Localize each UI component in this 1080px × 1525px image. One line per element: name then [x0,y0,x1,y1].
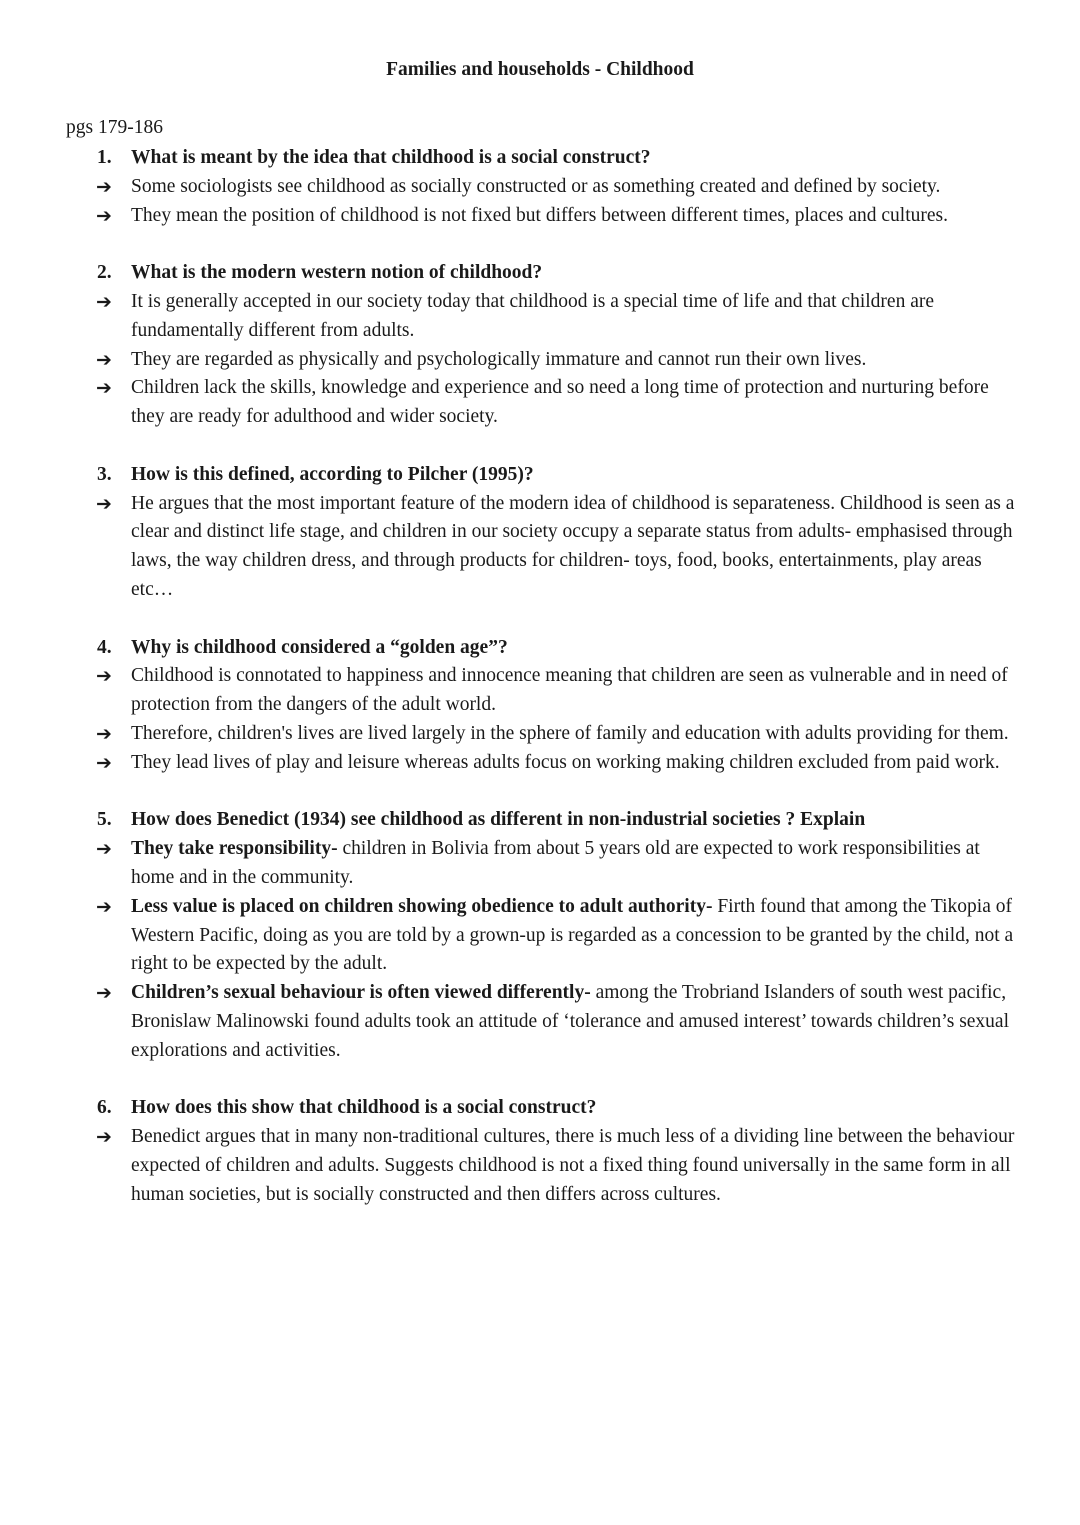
answer-text: It is generally accepted in our society today that childhood is a special time of life and that children are fundamentally different from adults. [131,290,935,341]
question-heading [96,461,1026,490]
question-section [96,806,1026,1065]
question-heading [96,1094,1026,1123]
answer-text: Some sociologists see childhood as socially constructed or as something created and defined by society. [131,175,941,197]
document-title: Families and households - Childhood [386,59,694,80]
question-number: 2. [97,262,112,284]
question-text: What is meant by the idea that childhood is a social construct? [131,147,651,168]
answer-text: They lead lives of play and leisure whereas adults focus on working making children excluded from paid work. [131,751,1000,773]
answer-text: They mean the position of childhood is not fixed but differs between different times, places and cultures. [131,204,948,226]
question-text: How does Benedict (1934) see childhood as different in non-industrial societies ? Explain [131,809,866,831]
question-section [96,144,1026,230]
answer-text: Childhood is connotated to happiness and innocence meaning that children are seen as vulnerable and in need of protection from the dangers of the adult world. [131,665,1008,716]
question-number: 4. [97,636,112,658]
answer-text: Firth found that among the Tikopia of Western Pacific, doing as you are told by a grown-up is regarded as a concession to be granted by the child, not a right to be expected by the adult. [131,895,1014,975]
right-arrow-icon: ➔ [96,982,112,1005]
answer-item [96,1123,1026,1209]
answer-item [96,662,1026,720]
page-reference: pgs 179-186 [66,117,163,138]
right-arrow-icon: ➔ [96,895,112,918]
answer-item [96,173,1026,202]
answer-item [96,490,1026,605]
right-arrow-icon: ➔ [96,290,112,313]
answer-text: Benedict argues that in many non-traditional cultures, there is much less of a dividing line between the behaviour expected of children and adults. Suggests childhood is not a fixed thing found universally in the same form in all human societies, but is socially constructed and then differs across cultures. [131,1126,1015,1205]
question-text: How is this defined, according to Pilcher (1995)? [131,463,534,485]
answer-text: children in Bolivia from about 5 years old are expected to work responsibilities at home and in the community. [131,838,980,888]
answer-text: He argues that the most important feature of the modern idea of childhood is separateness. Childhood is seen as a clear and distinct life stage, and children in our society occupy a separate status from adults- emphasised through laws, the way children dress, and through products for children- toys, food, books, entertainments, play areas etc… [131,492,1015,600]
answer-item [96,893,1026,979]
question-number: 3. [97,463,112,485]
answer-item [96,720,1026,749]
answer-item [96,374,1026,432]
right-arrow-icon: ➔ [96,838,112,861]
answer-item [96,835,1026,893]
answer-text: Therefore, children's lives are lived largely in the sphere of family and education with adults providing for them. [131,722,1009,744]
question-number: 5. [97,809,112,831]
answer-text: Children lack the skills, knowledge and experience and so need a long time of protection and nurturing before they are ready for adulthood and wider society. [131,377,989,428]
question-text: What is the modern western notion of childhood? [131,262,543,284]
right-arrow-icon: ➔ [96,175,112,198]
answer-item [96,202,1026,231]
question-section [96,1094,1026,1209]
right-arrow-icon: ➔ [96,492,112,515]
question-text: Why is childhood considered a “golden age”? [131,636,508,658]
question-list [96,144,1026,1238]
right-arrow-icon: ➔ [96,348,112,371]
right-arrow-icon: ➔ [96,377,112,400]
answer-item [96,346,1026,375]
question-heading [96,634,1026,663]
right-arrow-icon: ➔ [96,722,112,745]
question-number: 1. [97,147,112,168]
question-heading [96,259,1026,288]
answer-item [96,288,1026,346]
right-arrow-icon: ➔ [96,751,112,774]
answer-item [96,979,1026,1065]
answer-lead: They take responsibility- [131,838,338,860]
question-text: How does this show that childhood is a social construct? [131,1097,597,1119]
answer-item [96,749,1026,778]
answer-text: They are regarded as physically and psychologically immature and cannot run their own lives. [131,348,867,370]
answer-lead: Children’s sexual behaviour is often viewed differently- [131,982,591,1004]
question-heading [96,144,1026,173]
question-section [96,634,1026,778]
answer-lead: Less value is placed on children showing obedience to adult authority- [131,895,713,917]
question-number: 6. [97,1097,112,1119]
question-heading [96,806,1026,835]
right-arrow-icon: ➔ [96,204,112,227]
question-section [96,461,1026,605]
question-section [96,259,1026,432]
answer-text: among the Trobriand Islanders of south west pacific, Bronislaw Malinowski found adults took an attitude of ‘tolerance and amused interest’ towards children’s sexual explorations and activities. [131,982,1010,1061]
right-arrow-icon: ➔ [96,1126,112,1149]
right-arrow-icon: ➔ [96,665,112,688]
